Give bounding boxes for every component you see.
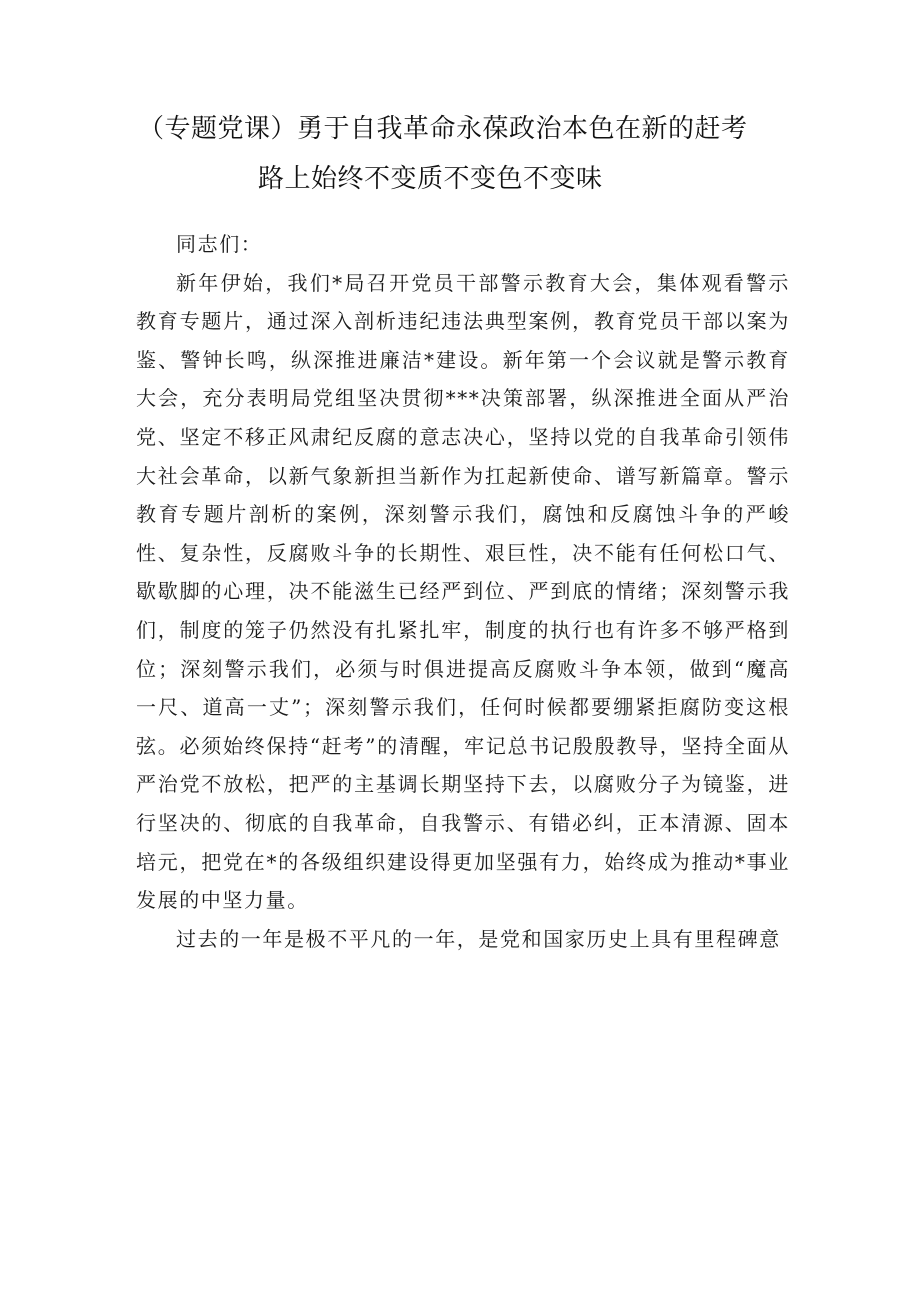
title-line-1: （专题党课）勇于自我革命永葆政治本色在新的赶考 xyxy=(138,114,748,144)
document-body xyxy=(136,225,790,958)
paragraph-2: 过去的一年是极不平凡的一年，是党和国家历史上具有里程碑意 xyxy=(176,926,781,951)
document-title xyxy=(120,104,800,204)
title-line-2: 路上始终不变质不变色不变味 xyxy=(258,164,603,194)
salutation: 同志们： xyxy=(176,232,263,256)
paragraph-1: 新年伊始，我们*局召开党员干部警示教育大会，集体观看警示教育专题片，通过深入剖析违纪违法典型案例，教育党员干部以案为鉴、警钟长鸣，纵深推进廉洁*建设。新年第一个会议就是警示教育大会，充分表明局党组坚决贯彻***决策部署，纵深推进全面从严治党、坚定不移正风肃纪反腐的意志决心，坚持以党的自我革命引领伟大社会革命，以新气象新担当新作为扛起新使命、谱写新篇章。警示教育专题片剖析的案例，深刻警示我们，腐蚀和反腐蚀斗争的严峻性、复杂性，反腐败斗争的长期性、艰巨性，决不能有任何松口气、歇歇脚的心理，决不能滋生已经严到位、严到底的情绪；深刻警示我们，制度的笼子仍然没有扎紧扎牢，制度的执行也有许多不够严格到位；深刻警示我们，必须与时俱进提高反腐败斗争本领，做到“魔高一尺、道高一丈”；深刻警示我们，任何时候都要绷紧拒腐防变这根弦。必须始终保持“赶考”的清醒，牢记总书记殷殷教导，坚持全面从严治党不放松，把严的主基调长期坚持下去，以腐败分子为镜鉴，进行坚决的、彻底的自我革命，自我警示、有错必纠，正本清源、固本培元，把党在*的各级组织建设得更加坚强有力，始终成为推动*事业发展的中坚力量。 xyxy=(136,270,790,913)
